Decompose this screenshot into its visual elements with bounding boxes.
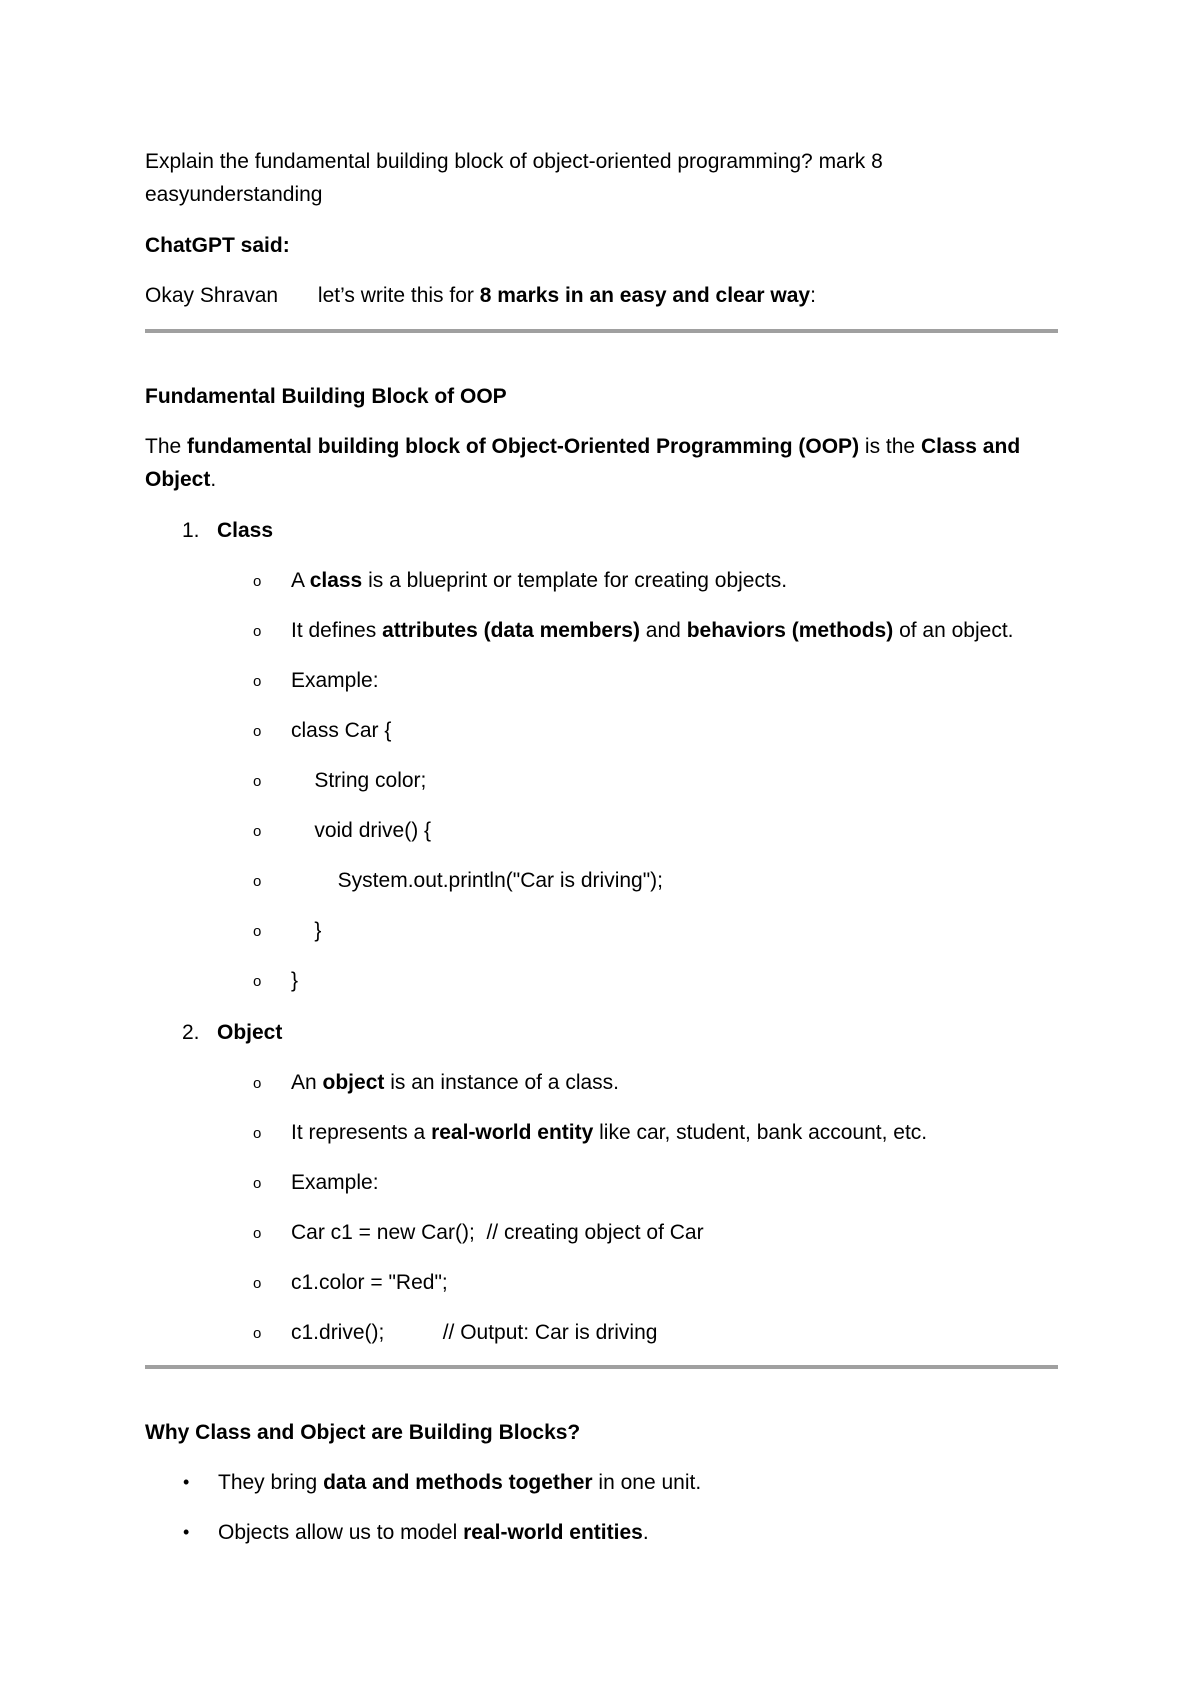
class-item-3: Example:: [291, 669, 379, 692]
bold-span: behaviors (methods): [686, 619, 894, 642]
intro-line: [145, 283, 816, 308]
text-span: is a blueprint or template for creating objects.: [362, 569, 788, 592]
sub-bullet-marker: o: [253, 873, 262, 890]
text-span: It represents a: [291, 1121, 432, 1144]
section1-para-line-2: [145, 467, 216, 492]
para-text-c: is the: [859, 435, 921, 458]
question-line-1: Explain the fundamental building block of object-oriented programming? mark 8: [145, 150, 883, 173]
sub-bullet-marker: o: [253, 1325, 262, 1342]
text-span: like car, student, bank account, etc.: [593, 1121, 928, 1144]
list-number-2: 2.: [182, 1021, 200, 1044]
horizontal-rule-1: [145, 329, 1058, 333]
question-line-2: easyunderstanding: [145, 183, 323, 206]
object-item-3: Example:: [291, 1171, 379, 1194]
class-code-line-3: void drive() {: [291, 819, 432, 842]
class-item-2: [291, 618, 1013, 643]
text-span: in one unit.: [592, 1471, 702, 1494]
text-span: and: [639, 619, 687, 642]
class-code-line-5: }: [291, 919, 322, 942]
class-code-line-4: System.out.println("Car is driving");: [291, 869, 664, 892]
text-span: is an instance of a class.: [384, 1071, 619, 1094]
sub-bullet-marker: o: [253, 773, 262, 790]
bullet-marker: •: [183, 1472, 190, 1492]
text-span: An: [291, 1071, 323, 1094]
para-bold-e: Object: [145, 468, 211, 491]
sub-bullet-marker: o: [253, 1225, 262, 1242]
sub-bullet-marker: o: [253, 923, 262, 940]
text-span: .: [642, 1521, 649, 1544]
object-title: Object: [217, 1021, 283, 1044]
sub-bullet-marker: o: [253, 723, 262, 740]
sub-bullet-marker: o: [253, 1125, 262, 1142]
object-code-line-3: c1.drive(); // Output: Car is driving: [291, 1321, 658, 1344]
sub-bullet-marker: o: [253, 623, 262, 640]
intro-colon: :: [810, 284, 816, 307]
para-bold-d: Class and: [920, 435, 1021, 458]
section2-heading: Why Class and Object are Building Blocks?: [145, 1421, 581, 1444]
why-item-2: [218, 1520, 649, 1545]
text-span: They bring: [218, 1471, 324, 1494]
intro-text: let’s write this for: [317, 284, 480, 307]
sub-bullet-marker: o: [253, 573, 262, 590]
bold-span: real-world entities: [463, 1521, 643, 1544]
text-span: Objects allow us to model: [218, 1521, 464, 1544]
para-bold-b: fundamental building block of Object-Oriented Programming (OOP): [187, 435, 860, 458]
bold-span: attributes (data members): [382, 619, 640, 642]
sub-bullet-marker: o: [253, 1275, 262, 1292]
object-code-line-1: Car c1 = new Car(); // creating object of Car: [291, 1221, 704, 1244]
object-code-line-2: c1.color = "Red";: [291, 1271, 448, 1294]
bold-span: real-world entity: [431, 1121, 594, 1144]
horizontal-rule-2: [145, 1365, 1058, 1369]
section1-heading: Fundamental Building Block of OOP: [145, 385, 507, 408]
intro-emphasis: 8 marks in an easy and clear way: [479, 284, 811, 307]
class-title: Class: [217, 519, 274, 542]
class-code-line-6: }: [291, 969, 299, 992]
object-item-1: [291, 1070, 619, 1095]
section1-para-line-1: [145, 434, 1020, 459]
sub-bullet-marker: o: [253, 1075, 262, 1092]
bold-span: data and methods together: [323, 1471, 593, 1494]
object-item-2: [291, 1120, 927, 1145]
bold-span: object: [322, 1071, 385, 1094]
why-item-1: [218, 1470, 701, 1495]
sub-bullet-marker: o: [253, 823, 262, 840]
bold-span: class: [309, 569, 363, 592]
para-text-f: .: [210, 468, 217, 491]
text-span: of an object.: [893, 619, 1014, 642]
text-span: A: [291, 569, 310, 592]
intro-name: Okay Shravan: [145, 284, 284, 307]
sub-bullet-marker: o: [253, 673, 262, 690]
sub-bullet-marker: o: [253, 1175, 262, 1192]
sub-bullet-marker: o: [253, 973, 262, 990]
para-text-a: The: [145, 435, 188, 458]
text-span: It defines: [291, 619, 383, 642]
class-code-line-2: String color;: [291, 769, 427, 792]
bullet-marker: •: [183, 1522, 190, 1542]
chatgpt-label: ChatGPT said:: [145, 234, 290, 257]
class-item-1: [291, 568, 787, 593]
list-number-1: 1.: [182, 519, 200, 542]
class-code-line-1: class Car {: [291, 719, 392, 742]
